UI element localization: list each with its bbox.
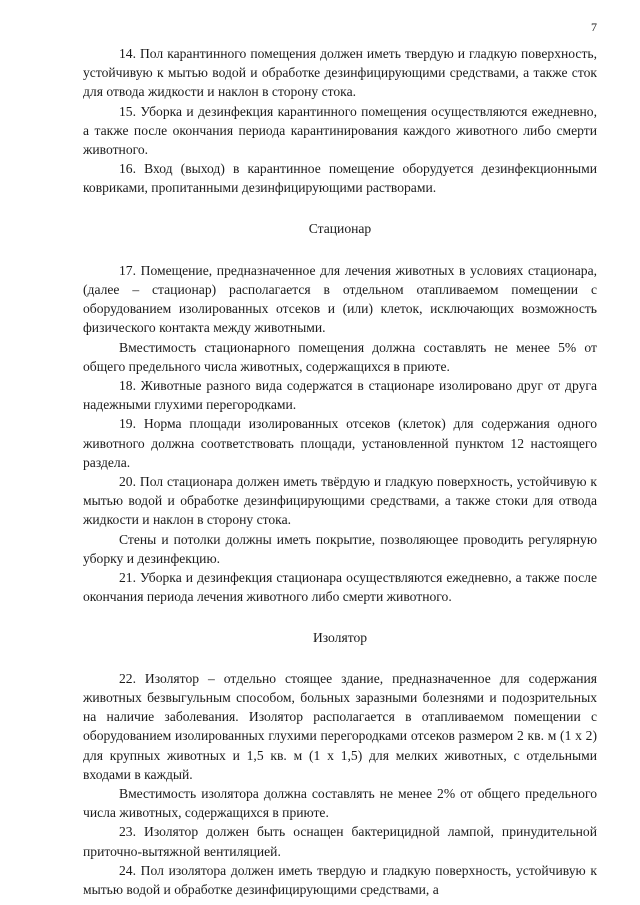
paragraph-17-capacity: Вместимость стационарного помещения должна составлять не менее 5% от общего предельного числа животных, содержащихся в приюте. <box>83 339 597 374</box>
paragraph-24: 24. Пол изолятора должен иметь твердую и гладкую поверхность, устойчивую к мытью водой и обработке дезинфицирующими средствами, а <box>83 862 597 897</box>
section-heading-izolator: Изолятор <box>312 630 368 646</box>
paragraph-14: 14. Пол карантинного помещения должен иметь твердую и гладкую поверхность, устойчивую к мытью водой и обработке дезинфицирующими средствами, а также сток для отвода жидкости и наклон в сторону стока. <box>83 46 597 100</box>
paragraph-22: 22. Изолятор – отдельно стоящее здание, предназначенное для содержания животных безвыгульным способом, больных заразными болезнями и подозрительных на наличие заболевания. Изолятор располагается в отапливаемом помещении с оборудованием изолированных глухими перегородками отсеков размером 2 кв. м (1 х 2) для крупных животных и 1,5 кв. м (1 х 1,5) для мелких животных, с отдельными входами в каждый. <box>83 670 597 782</box>
paragraph-19: 19. Норма площади изолированных отсеков (клеток) для содержания одного животного должна соответствовать площади, установленной пунктом 12 настоящего раздела. <box>83 416 597 470</box>
section-heading-stationar: Стационар <box>308 220 372 236</box>
paragraph-20: 20. Пол стационара должен иметь твёрдую и гладкую поверхность, устойчивую к мытью водой и обработке дезинфицирующими средствами, а также стоки для отвода жидкости и наклон в сторону стока. <box>83 474 597 528</box>
paragraph-23: 23. Изолятор должен быть оснащен бактерицидной лампой, принудительной приточно-вытяжной вентиляцией. <box>83 824 597 859</box>
paragraph-18: 18. Животные разного вида содержатся в стационаре изолировано друг от друга надежными глухими перегородками. <box>83 378 597 413</box>
document-body <box>83 44 597 899</box>
paragraph-22-capacity: Вместимость изолятора должна составлять не менее 2% от общего предельного числа животных, содержащихся в приюте. <box>83 785 597 821</box>
paragraph-21: 21. Уборка и дезинфекция стационара осуществляются ежедневно, а также после окончания периода лечения животного либо смерти животного. <box>83 570 597 605</box>
page-number: 7 <box>591 20 597 34</box>
paragraph-15: 15. Уборка и дезинфекция карантинного помещения осуществляются ежедневно, а также после окончания периода карантинирования каждого животного либо смерти животного. <box>83 103 597 158</box>
paragraph-16: 16. Вход (выход) в карантинное помещение оборудуется дезинфекционными ковриками, пропитанными дезинфицирующими растворами. <box>83 161 597 196</box>
paragraph-17: 17. Помещение, предназначенное для лечения животных в условиях стационара, (далее – стационар) располагается в отдельном отапливаемом помещении с оборудованием изолированных отсеков и (или) клеток, исключающих возможность физического контакта между животными. <box>83 262 597 336</box>
paragraph-20-walls: Стены и потолки должны иметь покрытие, позволяющее проводить регулярную уборку и дезинфекцию. <box>83 531 597 566</box>
